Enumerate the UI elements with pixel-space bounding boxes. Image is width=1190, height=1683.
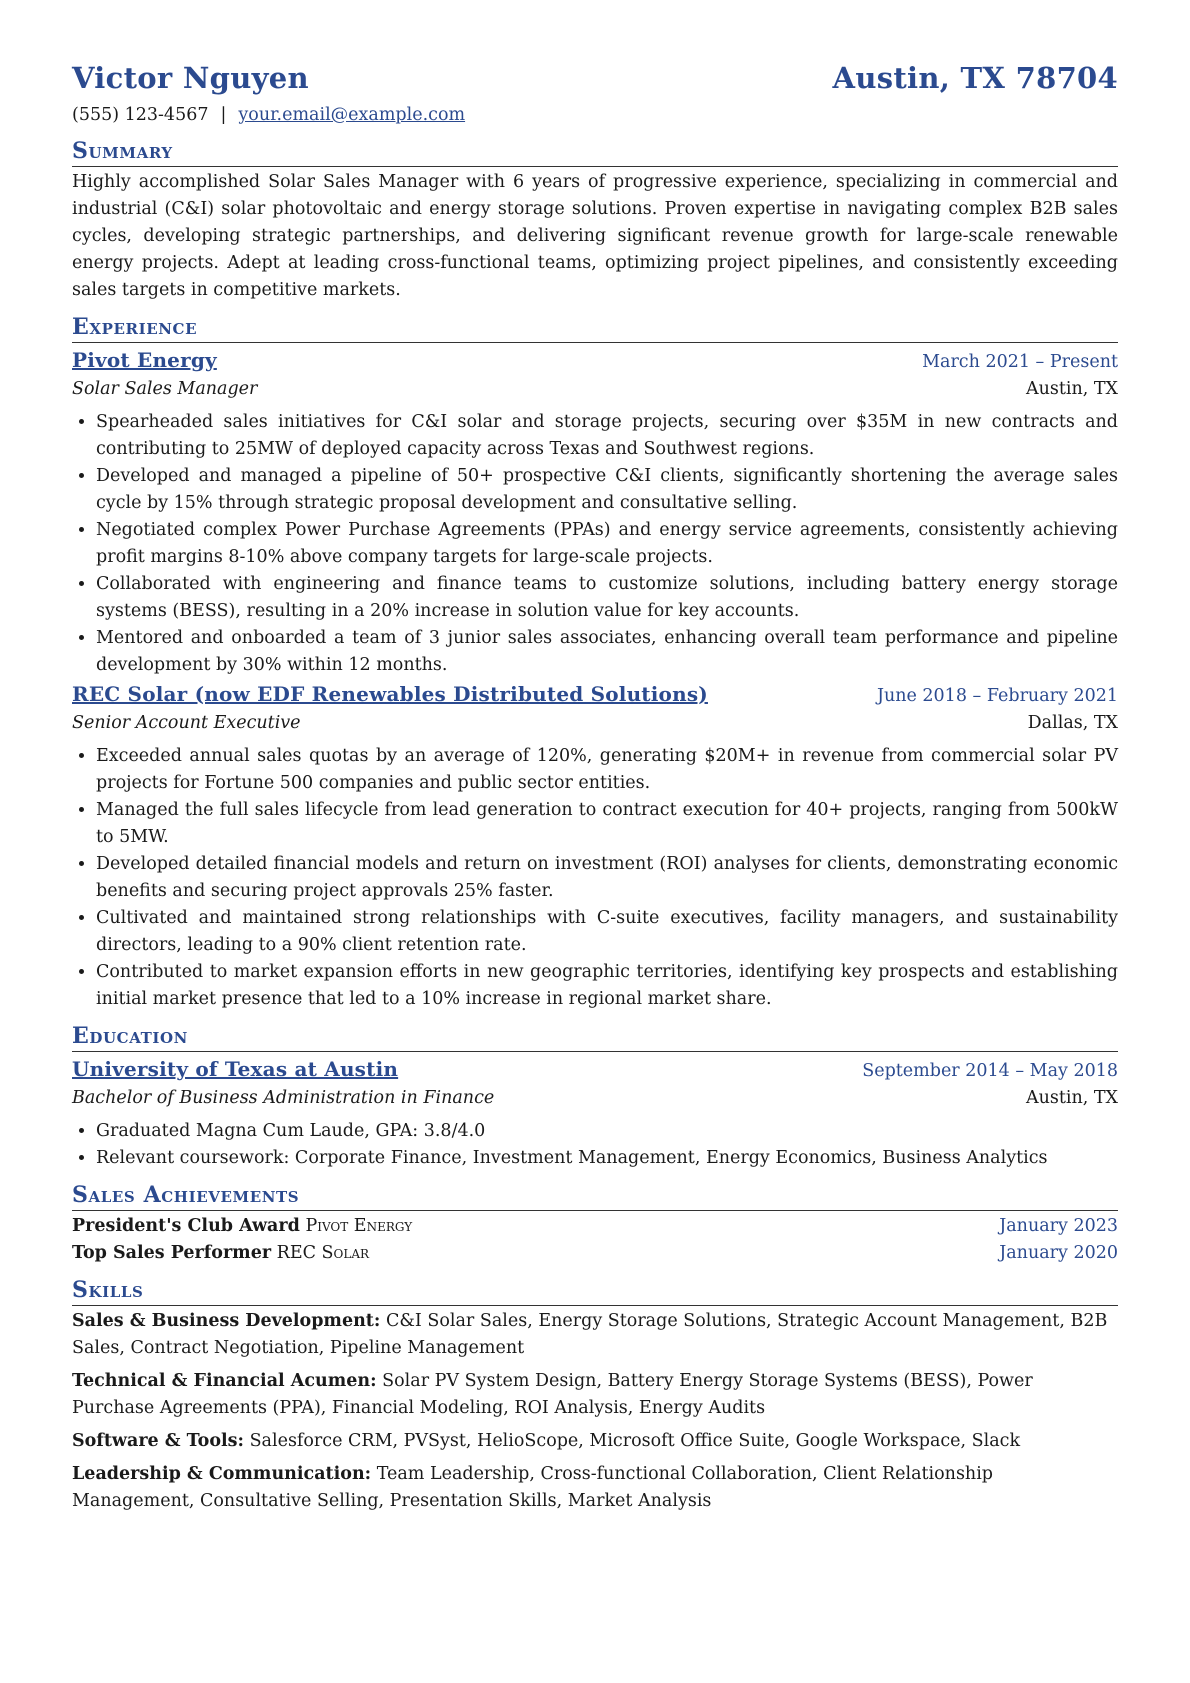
skill-row [72,1461,1118,1515]
entry-dates: September 2014 – May 2018 [862,1061,1118,1081]
bullet-item: • Graduated Magna Cum Laude, GPA: 3.8/4.0 [96,1118,1118,1145]
job-title: Senior Account Executive [72,713,301,733]
skill-row [72,1308,1118,1362]
skill-row [72,1428,1118,1455]
skill-items: Solar PV System Design, Battery Energy Storage Systems (BESS), Power Purchase Agreements (PPA), Financial Modeling, ROI Analysis, Energy Audits [72,1371,1033,1418]
entry-subheader [72,710,1118,737]
experience-entry [72,345,1118,679]
bullet-item: • Exceeded annual sales quotas by an average of 120%, generating $20M+ in revenue from commercial solar PV projects for Fortune 500 companies and public sector entities. [96,743,1118,797]
achievement-label [72,1240,369,1267]
skill-category: Software & Tools: [72,1431,244,1451]
bullet-item: • Negotiated complex Power Purchase Agreements (PPAs) and energy service agreements, consistently achieving profit margins 8-10% above company targets for large-scale projects. [96,517,1118,571]
section-title-summary: Summary [72,136,1118,167]
skill-items: Team Leadership, Cross-functional Collaboration, Client Relationship Management, Consultative Selling, Presentation Skills, Market Analysis [72,1464,993,1511]
bullet-list [72,743,1118,1013]
bullet-item: • Mentored and onboarded a team of 3 junior sales associates, enhancing overall team performance and pipeline development by 30% within 12 months. [96,625,1118,679]
achievement-label [72,1213,412,1240]
summary-text: Highly accomplished Solar Sales Manager with 6 years of progressive experience, specializing in commercial and industrial (C&I) solar photovoltaic and energy storage solutions. Proven expertise in navigating complex B2B sales cycles, developing strategic partnerships, and delivering significant revenue growth for large-scale renewable energy projects. Adept at leading cross-functional teams, optimizing project pipelines, and consistently exceeding sales targets in competitive markets. [72,172,1118,300]
entry-subheader [72,1085,1118,1112]
email-link[interactable]: your.email@example.com [238,105,466,125]
contact-line [72,102,1118,128]
employer-link[interactable]: REC Solar (now EDF Renewables Distributed Solutions) [72,682,708,706]
entry-location: Austin, TX [1025,1088,1118,1108]
entry-header [72,345,1118,376]
entry-dates: June 2018 – February 2021 [876,686,1118,706]
skill-category: Sales & Business Development: [72,1311,381,1331]
employer-link[interactable]: Pivot Energy [72,348,217,372]
entry-header [72,679,1118,710]
bullet-item: • Spearheaded sales initiatives for C&I solar and storage projects, securing over $35M in new contracts and contributing to 25MW of deployed capacity across Texas and Southwest regions. [96,409,1118,463]
bullet-item: • Collaborated with engineering and finance teams to customize solutions, including battery energy storage systems (BESS), resulting in a 20% increase in solution value for key accounts. [96,571,1118,625]
school-link[interactable]: University of Texas at Austin [72,1057,399,1081]
entry-header [72,1054,1118,1085]
bullet-item: • Relevant coursework: Corporate Finance, Investment Management, Energy Economics, Business Analytics [96,1145,1118,1172]
skill-row [72,1368,1118,1422]
job-title: Solar Sales Manager [72,379,258,399]
achievement-date: January 2023 [999,1216,1118,1236]
section-title-skills: Skills [72,1275,1118,1306]
skill-category: Leadership & Communication: [72,1464,372,1484]
bullet-item: • Developed detailed financial models and return on investment (ROI) analyses for clients, demonstrating economic benefits and securing project approvals 25% faster. [96,851,1118,905]
section-title-achievements: Sales Achievements [72,1180,1118,1211]
skill-items: C&I Solar Sales, Energy Storage Solutions, Strategic Account Management, B2B Sales, Contract Negotiation, Pipeline Management [72,1311,1108,1358]
achievement-title: Top Sales Performer [72,1243,272,1263]
entry-subheader [72,376,1118,403]
degree-title: Bachelor of Business Administration in Finance [72,1088,495,1108]
skill-items: Salesforce CRM, PVSyst, HelioScope, Microsoft Office Suite, Google Workspace, Slack [249,1431,1021,1451]
skill-category: Technical & Financial Acumen: [72,1371,377,1391]
entry-location: Austin, TX [1025,379,1118,399]
achievement-org: REC Solar [276,1243,370,1263]
resume-header [72,58,1118,98]
achievement-org: Pivot Energy [305,1216,413,1236]
bullet-item: • Developed and managed a pipeline of 50+ prospective C&I clients, significantly shortening the average sales cycle by 15% through strategic proposal development and consultative selling. [96,463,1118,517]
achievement-date: January 2020 [999,1243,1118,1263]
achievement-title: President's Club Award [72,1216,300,1236]
bullet-item: • Managed the full sales lifecycle from lead generation to contract execution for 40+ projects, ranging from 500kW to 5MW. [96,797,1118,851]
bullet-list [72,1118,1118,1172]
experience-entry [72,679,1118,1013]
entry-location: Dallas, TX [1027,713,1118,733]
education-entry [72,1054,1118,1172]
entry-dates: March 2021 – Present [922,352,1118,372]
candidate-name: Victor Nguyen [72,61,309,95]
phone-number: (555) 123-4567 [72,105,209,125]
bullet-item: • Cultivated and maintained strong relationships with C-suite executives, facility managers, and sustainability directors, leading to a 90% client retention rate. [96,905,1118,959]
section-title-experience: Experience [72,312,1118,343]
candidate-location: Austin, TX 78704 [832,61,1118,95]
bullet-item: • Contributed to market expansion efforts in new geographic territories, identifying key prospects and establishing initial market presence that led to a 10% increase in regional market share. [96,959,1118,1013]
achievement-row [72,1240,1118,1267]
achievement-row [72,1213,1118,1240]
section-title-education: Education [72,1021,1118,1052]
bullet-list [72,409,1118,679]
contact-separator: | [220,105,227,125]
